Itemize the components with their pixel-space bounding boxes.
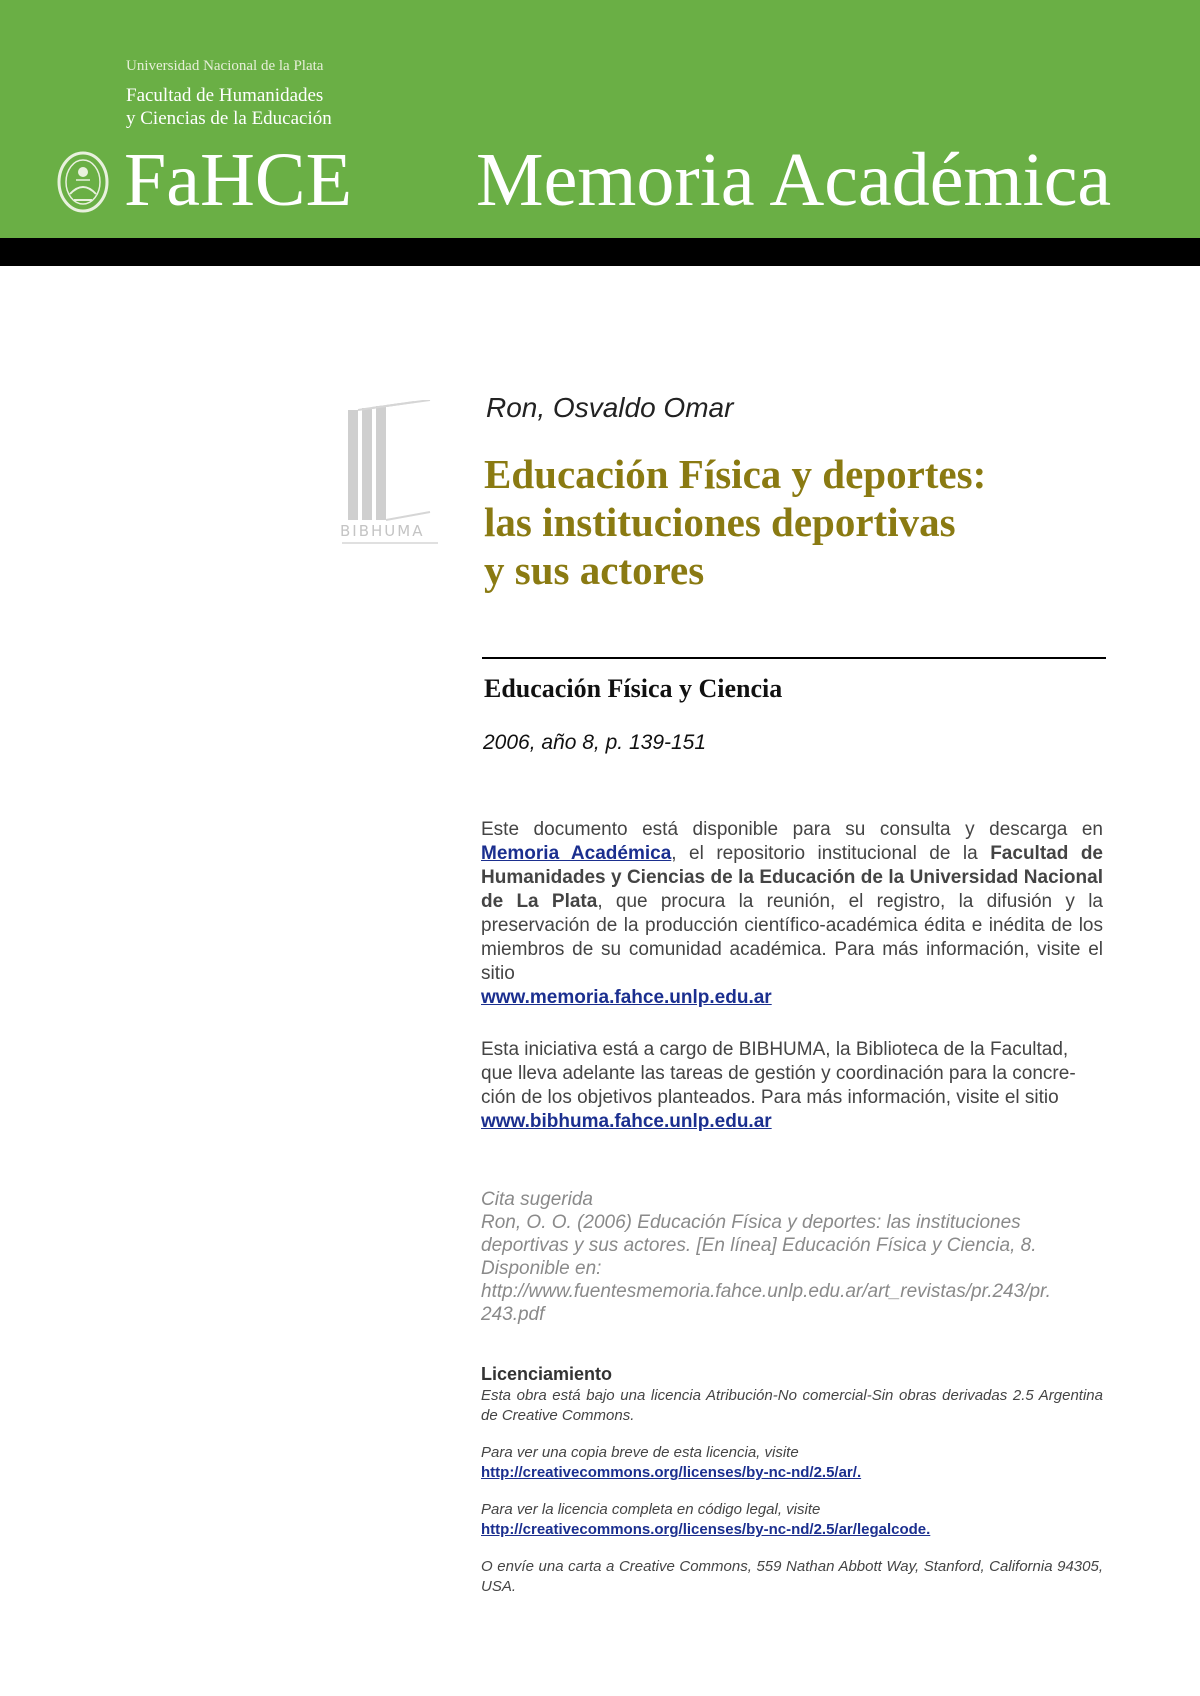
availability-text-start: Este documento está disponible para su consulta y descarga en [481, 819, 1103, 840]
license-text: Esta obra está bajo una licencia Atribución-No comercial-Sin obras derivadas 2.5 Argentina de Creative Commons. [481, 1387, 1103, 1424]
license-short-copy [481, 1443, 1103, 1483]
journal-issue: 2006, año 8, p. 139-151 [483, 731, 707, 754]
faculty-line-2: y Ciencias de la Educación [126, 108, 332, 129]
bibhuma-url-link[interactable]: www.bibhuma.fahce.unlp.edu.ar [481, 1111, 772, 1132]
license-full-legal [481, 1500, 1103, 1540]
license-short-copy-link[interactable]: http://creativecommons.org/licenses/by-nc-nd/2.5/ar/. [481, 1464, 862, 1481]
header-divider-bar [0, 238, 1200, 266]
license-full-legal-link[interactable]: http://creativecommons.org/licenses/by-nc-nd/2.5/ar/legalcode. [481, 1521, 931, 1538]
faculty-bold-text: Facultad de Humanidades y Ciencias de la Educación de la Universidad Nacional de La Plata [481, 843, 1103, 912]
license-section [481, 1386, 1103, 1614]
title-line-1: Educación Física y deportes: [484, 451, 987, 497]
bibhuma-logo [340, 400, 444, 550]
availability-text-end: , que procura la reunión, el registro, la difusión y la preservación de la producción científico-académica édita e inédita de los miembros de su comunidad académica. Para más información, visite el sitio [481, 891, 1103, 984]
faculty-name [126, 84, 406, 130]
suggested-citation [481, 1188, 1103, 1326]
availability-text-mid: , el repositorio institucional de la [671, 843, 991, 864]
fahce-logo: FaHCE [124, 138, 352, 222]
bibhuma-text: Esta iniciativa está a cargo de BIBHUMA, la Biblioteca de la Facultad, que lleva adelante las tareas de gestión y coordinación para la concre-ción de los objetivos planteados. Para más información, visite el sitio [481, 1039, 1076, 1108]
citation-text: Ron, O. O. (2006) Educación Física y deportes: las instituciones deportivas y sus actores. [En línea] Educación Física y Ciencia, 8. Disponible en: [481, 1212, 1037, 1279]
memoria-url-link[interactable]: www.memoria.fahce.unlp.edu.ar [481, 987, 772, 1008]
bibhuma-logo-text: BIBHUMA [340, 522, 425, 540]
license-mail-text: O envíe una carta a Creative Commons, 559 Nathan Abbott Way, Stanford, California 94305, USA. [481, 1558, 1103, 1595]
document-author: Ron, Osvaldo Omar [486, 392, 734, 423]
repository-title: Memoria Académica [476, 138, 1112, 222]
title-line-2: las instituciones deportivas [484, 499, 956, 545]
title-line-3: y sus actores [484, 547, 705, 593]
memoria-academica-link[interactable]: Memoria Académica [481, 843, 672, 864]
citation-heading: Cita sugerida [481, 1189, 593, 1210]
university-seal-icon [56, 150, 110, 214]
license-short-copy-text: Para ver una copia breve de esta licencia, visite [481, 1444, 799, 1461]
journal-name: Educación Física y Ciencia [484, 674, 783, 703]
university-name: Universidad Nacional de la Plata [126, 58, 324, 74]
header-banner [0, 0, 1200, 238]
faculty-line-1: Facultad de Humanidades [126, 85, 324, 106]
citation-url: http://www.fuentesmemoria.fahce.unlp.edu.ar/art_revistas/pr.243/pr. 243.pdf [481, 1281, 1051, 1325]
bibhuma-paragraph [481, 1038, 1103, 1134]
divider-rule [482, 657, 1106, 659]
document-title [484, 450, 1124, 594]
availability-paragraph [481, 818, 1103, 1010]
license-heading: Licenciamiento [481, 1364, 613, 1384]
license-full-legal-text: Para ver la licencia completa en código legal, visite [481, 1501, 821, 1518]
